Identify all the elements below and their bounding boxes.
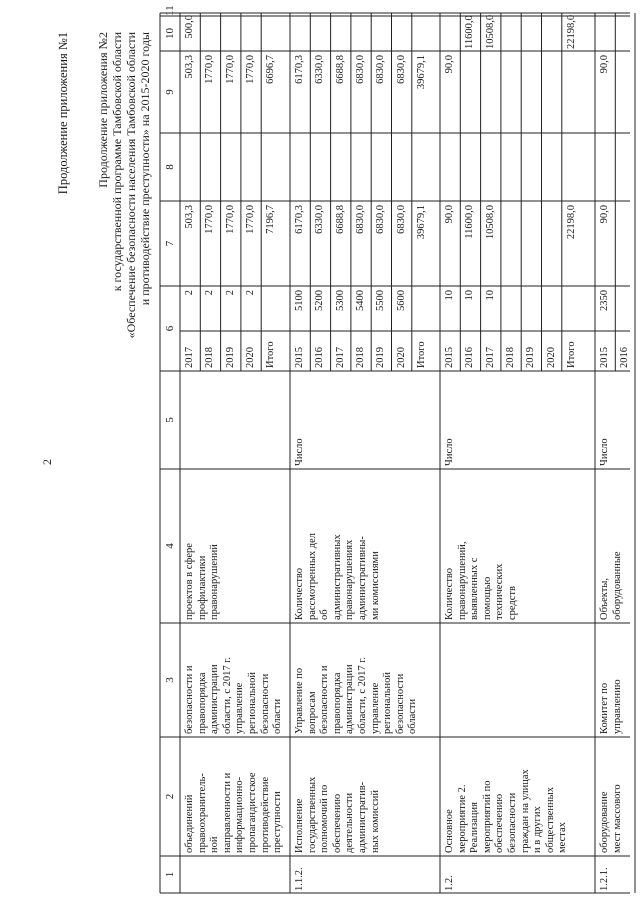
executor: Управление по — [294, 667, 305, 734]
regional-budget: 39679,1 — [415, 55, 427, 90]
executor: правопорядка — [331, 672, 343, 734]
activity-name: ной — [209, 836, 221, 853]
year: 2020 — [545, 347, 557, 368]
activity-name: деятельности — [344, 792, 356, 853]
year: 2019 — [224, 347, 236, 368]
indicator-value: 5500 — [375, 290, 387, 311]
regional-budget: 6170,3 — [294, 55, 305, 84]
indicator-value: 2 — [244, 290, 256, 296]
activity-name: Исполнение — [294, 798, 305, 853]
executor: вопросам — [306, 691, 318, 734]
column-number: 1 — [164, 871, 176, 878]
indicator-value: 5200 — [314, 290, 326, 311]
activity-name: государственных — [306, 776, 318, 853]
executor: Комитет по — [599, 682, 610, 734]
indicator-value: 5100 — [294, 290, 305, 311]
indicator-name: средств — [507, 586, 518, 620]
indicator-name: административны- — [357, 536, 368, 620]
regional-budget: 6696,7 — [265, 55, 277, 84]
row-number: 1.1.2. — [294, 867, 305, 891]
executor: безопасности и — [319, 665, 331, 734]
appendix-line-4: и противодействие преступности» на 2015-2020 годы — [138, 32, 152, 306]
activity-name: ных комиссий — [369, 790, 381, 853]
indicator-name: оборудованные — [611, 551, 623, 620]
indicator-name: административных — [331, 534, 343, 620]
total-amount: 11600,0 — [464, 205, 476, 239]
year: 2016 — [619, 347, 631, 368]
year: Итого — [265, 341, 277, 368]
unit: Число — [294, 438, 305, 466]
appendix-line-2: к государственной программе Тамбовской области — [110, 32, 124, 292]
activity-name: граждан на улицах — [519, 769, 531, 853]
regional-budget: 6330,0 — [314, 55, 326, 84]
indicator-value: 10 — [464, 290, 476, 301]
year: Итого — [415, 341, 427, 368]
regional-budget: 1770,0 — [204, 55, 216, 84]
activity-name: правоохранитель- — [196, 773, 208, 853]
total-amount: 6830,0 — [375, 205, 387, 234]
activity-name: преступности — [272, 791, 284, 853]
activity-name: обеспечению — [331, 793, 343, 853]
year: 2019 — [525, 347, 537, 368]
year: 2017 — [184, 347, 195, 368]
regional-budget: 503,3 — [184, 55, 195, 79]
regional-budget: 90,0 — [444, 55, 455, 74]
indicator-name: выявленных с — [469, 557, 481, 620]
column-number: 9 — [164, 89, 176, 95]
executor: администрации — [344, 664, 356, 734]
activity-name: полномочий по — [319, 784, 331, 853]
activity-name: мероприятий по — [481, 780, 493, 853]
activity-name: информационно- — [234, 776, 246, 853]
continuation-heading: Продолжение приложения №1 — [56, 32, 70, 195]
indicator-name: Количество — [444, 567, 455, 620]
regional-budget: 1770,0 — [224, 55, 236, 84]
indicator-value: 5400 — [354, 290, 366, 311]
indicator-name: рассмотренных дел — [306, 532, 318, 620]
executor: области, с 2017 г. — [357, 656, 368, 734]
total-amount: 1770,0 — [244, 205, 256, 234]
regional-budget: 6830,0 — [375, 55, 387, 84]
indicator-name: Количество — [294, 567, 305, 620]
year: 2016 — [464, 347, 476, 368]
executor: управление — [369, 682, 381, 734]
federal-budget: 10508,0 — [484, 14, 496, 49]
indicator-name: правонарушений, — [456, 541, 468, 620]
total-amount: 39679,1 — [415, 205, 427, 240]
activity-name: безопасности — [507, 792, 518, 853]
activity-name: обеспечению — [494, 793, 506, 853]
activity-name: Основное — [444, 809, 455, 853]
total-amount: 6830,0 — [354, 205, 366, 234]
column-number: 5 — [164, 417, 176, 423]
federal-budget: 22198,0 — [565, 14, 577, 49]
column-number: 6 — [164, 325, 176, 332]
total-amount: 1770,0 — [204, 205, 216, 234]
indicator-value: 2 — [204, 290, 216, 296]
total-amount: 6688,8 — [334, 205, 346, 234]
activity-name: мероприятие 2. — [456, 784, 468, 853]
year: 2016 — [314, 347, 326, 368]
page-number: 2 — [40, 459, 54, 465]
indicator-name: правонарушениях — [344, 539, 356, 620]
executor: области, с 2017 г. — [221, 656, 233, 734]
year: 2020 — [244, 347, 256, 368]
regional-budget: 6830,0 — [395, 55, 407, 84]
executor: региональной — [382, 672, 394, 734]
row-number: 1.2. — [444, 875, 455, 891]
activity-name: направленности и — [221, 772, 233, 853]
indicator-value: 5300 — [334, 290, 346, 311]
year: 2018 — [204, 347, 216, 368]
executor: региональной — [247, 672, 258, 734]
year: 2015 — [444, 347, 455, 368]
indicator-name: помощью — [481, 576, 493, 620]
column-number: 8 — [164, 164, 176, 170]
federal-budget: 11600,0 — [464, 15, 476, 49]
executor: администрации — [209, 664, 221, 734]
year: Итого — [565, 341, 577, 368]
year: 2015 — [294, 347, 305, 368]
indicator-name: ми комиссиями — [369, 551, 381, 620]
other-sources: 500,0 — [184, 15, 195, 39]
appendix-line-3: «Обеспечение безопасности населения Тамбовской области — [124, 32, 138, 339]
executor: безопасности и — [184, 665, 195, 734]
indicator-value: 10 — [444, 290, 455, 301]
indicator-value: 5600 — [395, 290, 407, 311]
column-number: 11 — [164, 5, 176, 16]
indicator-value: 2350 — [599, 290, 610, 311]
year: 2018 — [504, 347, 516, 368]
column-number: 2 — [164, 793, 176, 800]
regional-budget: 6830,0 — [354, 55, 366, 84]
total-amount: 7196,7 — [265, 205, 277, 234]
activity-name: объединений — [184, 794, 195, 853]
total-amount: 90,0 — [599, 205, 610, 224]
total-amount: 10508,0 — [484, 205, 496, 240]
column-number: 10 — [164, 28, 176, 39]
indicator-name: об — [319, 609, 331, 620]
year: 2018 — [354, 347, 366, 368]
activity-name: административ- — [357, 781, 368, 853]
activity-name: и в других — [532, 806, 544, 853]
indicator-value: 2 — [224, 290, 236, 296]
activity-name: пропагандистское — [247, 772, 258, 853]
total-amount: 6170,3 — [294, 205, 305, 234]
indicator-value: 10 — [484, 290, 496, 301]
activity-name: Реализация — [469, 802, 481, 853]
total-amount: 6830,0 — [395, 205, 407, 234]
unit: Число — [444, 438, 455, 466]
activity-name: оборудование — [599, 791, 610, 853]
column-number: 3 — [164, 677, 176, 683]
indicator-name: профилактики — [196, 555, 208, 620]
total-amount: 90,0 — [444, 205, 455, 224]
executor: области — [407, 698, 419, 734]
year: 2017 — [484, 347, 496, 368]
indicator-name: проектов в сфере — [184, 543, 195, 620]
executor: управление — [234, 682, 246, 734]
unit: Число — [599, 438, 610, 466]
executor: области — [272, 698, 284, 734]
total-amount: 22198,0 — [565, 205, 577, 240]
year: 2019 — [375, 347, 387, 368]
row-number: 1.2.1. — [599, 867, 610, 891]
year: 2017 — [334, 347, 346, 368]
activity-name: мест массового — [611, 784, 623, 853]
indicator-name: Объекты, — [599, 578, 610, 620]
executor: безопасности — [394, 673, 406, 734]
appendix-line-1: Продолжение приложения №2 — [96, 32, 110, 188]
total-amount: 503,3 — [184, 205, 195, 229]
executor: правопорядка — [196, 672, 208, 734]
regional-budget: 6688,8 — [334, 55, 346, 84]
activity-name: противодействие — [259, 776, 271, 853]
indicator-value: 2 — [184, 290, 195, 296]
indicator-name: технических — [494, 563, 506, 620]
executor: безопасности — [259, 673, 271, 734]
year: 2020 — [395, 347, 407, 368]
activity-name: общественных — [544, 787, 556, 853]
column-number: 4 — [164, 543, 176, 549]
total-amount: 1770,0 — [224, 205, 236, 234]
total-amount: 6330,0 — [314, 205, 326, 234]
regional-budget: 90,0 — [599, 55, 610, 74]
regional-budget: 1770,0 — [244, 55, 256, 84]
year: 2015 — [599, 347, 610, 368]
activity-name: местах — [557, 822, 569, 853]
indicator-name: правонарушений — [209, 544, 221, 620]
executor: управлению — [611, 679, 623, 734]
column-number: 7 — [164, 240, 176, 247]
